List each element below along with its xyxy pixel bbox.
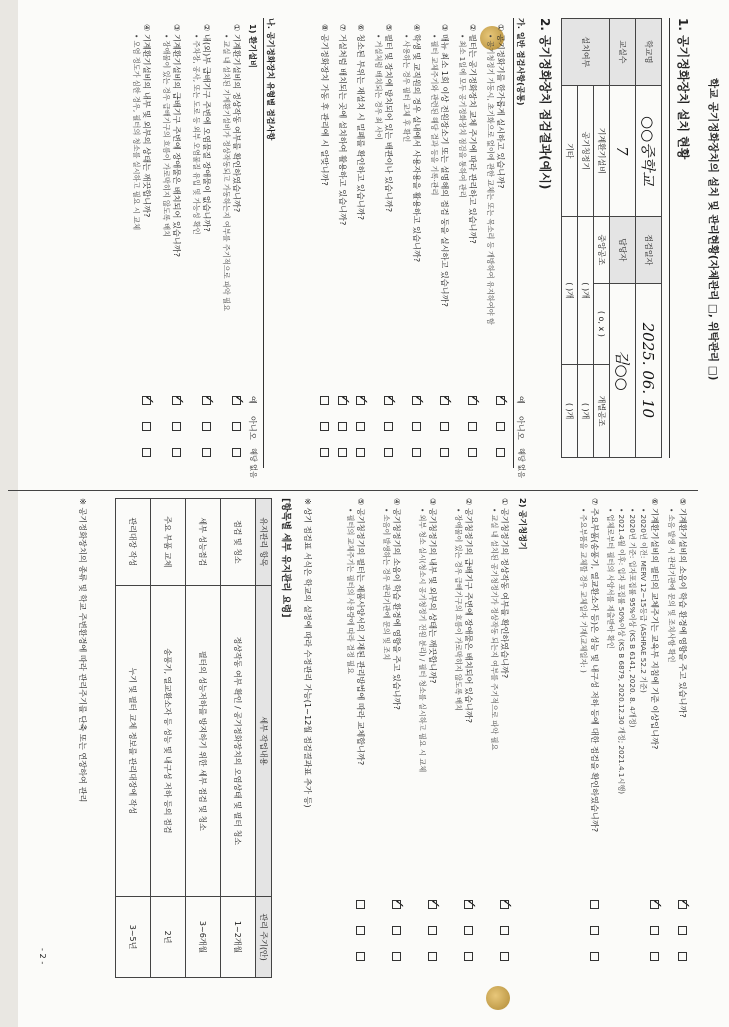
vent-note: • 교실 내 설치된 기계환기설비가 정상작동되고 가동하는지 여부를 주기적으로 파악 필요 xyxy=(222,34,231,312)
vent-item-cont: ⑤ 기계환기설비의 소음이 학습 환경에 영향을 주고 있습니까? xyxy=(678,498,688,718)
general-item-5-box-no[interactable] xyxy=(356,422,365,431)
purifier-item: ⑤ 공기청정기의 필터는 제품사양서의 기재된 관리방법에 따라 교체합니까? xyxy=(356,498,366,766)
general-item: ② 필터는 공기정화장치 교체 주기에 따라 관리하고 있습니까? xyxy=(468,24,478,244)
general-item: ⑥ 청소된 부위는 재설치 시 밀폐를 확인하고 있습니까? xyxy=(356,24,366,220)
general-item-1-box-yes[interactable] xyxy=(468,396,477,405)
right-item-2-box-yes[interactable] xyxy=(590,900,599,909)
general-item-1-box-no[interactable] xyxy=(468,422,477,431)
count-label: 개별공조 xyxy=(594,365,610,458)
vent-cont-note: • 2020년 이전: MERV 12~15등급 (ASHRAE 52.2 기준) xyxy=(639,508,648,693)
vent-cont-note: • 2020년 기준: 입자포집률 95%이상 (KS B 6141, 2020. 8. 4개정) xyxy=(628,508,637,728)
general-item-3-check-mark: ✓ xyxy=(411,394,426,405)
general-item-7-box-no[interactable] xyxy=(320,422,329,431)
general-item-0-box-no[interactable] xyxy=(496,422,505,431)
general-item-5-check-mark: ✓ xyxy=(355,394,370,405)
right-item-1-box-na[interactable] xyxy=(650,952,659,961)
maint-cell-r0-c1: 정상작동 여부 확인 / 공기정화장치의 오염상태 및 필터 청소 xyxy=(221,585,256,897)
purifier-item-1-box-na[interactable] xyxy=(464,952,473,961)
maint-cell-r3-c2: 3~5년 xyxy=(116,897,151,978)
general-item-1-box-na[interactable] xyxy=(468,448,477,457)
purifier-note: • 장애물이 있는 경우 급배기구의 흐름이 가로막히지 않도록 배치 xyxy=(454,508,463,712)
maint-cell-r2-c1: 송풍기, 열교환소자 등 성능 및 내구성 저하 등의 점검 xyxy=(151,585,186,897)
purifier-note: • 외부 청소 실시(청소시 공기청정기 전원 분리) / 필터 청소를 실시하고 필요 시 교체 xyxy=(418,508,427,773)
vent-note: • 오염 정도가 심한 경우, 필터의 청소를 실시하고 필요 시 교체 xyxy=(132,34,141,231)
vent-item-1-box-no[interactable] xyxy=(202,422,211,431)
general-item-6-box-no[interactable] xyxy=(338,422,347,431)
rotated-document xyxy=(2,0,728,1008)
general-item: ⑦ 거실처럼 배치되는 곳에 설치하여 활용하고 있습니까? xyxy=(338,24,348,226)
date-value: 2025. 06. 10 xyxy=(636,283,662,457)
general-note: • 거실처럼 배치되는 경우 최 사이 xyxy=(374,34,383,140)
vent-item-3-check-mark: ✓ xyxy=(141,394,156,405)
general-item-4-box-no[interactable] xyxy=(384,422,393,431)
maint-head-detail: 세부 작업내용 xyxy=(256,585,272,897)
purifier-item: ③ 공기청정기의 내부 및 외부의 상태는 깨끗합니까? xyxy=(428,498,438,684)
right-item-0-box-na[interactable] xyxy=(678,952,687,961)
type-b-units: ( )개 xyxy=(578,216,594,364)
right-item-0-box-no[interactable] xyxy=(678,926,687,935)
general-item-3-box-yes[interactable] xyxy=(412,396,421,405)
purifier-note: • 필터의 교체주기는 필터의 사용량에 따라 결정 필요 xyxy=(346,508,355,675)
document-title: 학교 공기정화장치의 설치 및 관리현황(자체관리 □, 위탁관리 □) xyxy=(707,78,719,381)
right-item-0-check-mark: ✓ xyxy=(677,898,692,909)
vent-cont-note: • 소음 발생 시 관리기관에 문의 및 조치사항 확인 xyxy=(667,508,676,663)
vent-cont-note: • 업체로부터 필터의 사양서를 제출받아 확인 xyxy=(606,508,615,649)
vent-item-2-check-mark: ✓ xyxy=(171,394,186,405)
type-c-units2: ( )개 xyxy=(562,365,578,458)
maintenance-title: [항목별 세부 유지관리 요령] xyxy=(280,498,291,618)
maint-cell-r0-c2: 1~2개월 xyxy=(221,897,256,978)
general-item: ① 공기정화기를 한가롭게 실시하고 있습니까? xyxy=(496,24,506,189)
vent-item-1-check-mark: ✓ xyxy=(201,394,216,405)
general-item-7-box-na[interactable] xyxy=(320,448,329,457)
vent-item: ④ 기계환기설비의 내부 및 외부의 상태는 깨끗합니까? xyxy=(142,24,152,218)
right-item-1-check-mark: ✓ xyxy=(649,898,664,909)
central-label: 중앙공조 xyxy=(594,216,610,283)
school-label: 학교명 xyxy=(636,19,662,86)
col-na: 해당 없음 xyxy=(517,448,526,479)
purifier-item-2-box-na[interactable] xyxy=(428,952,437,961)
vent-item-1-box-yes[interactable] xyxy=(202,396,211,405)
maint-cell-r1-c2: 3~6개월 xyxy=(186,897,221,978)
purifier-item-4-box-yes[interactable] xyxy=(356,900,365,909)
type-c: 기타 xyxy=(562,85,578,216)
general-item: ④ 학생 및 교직원의 경우 실내에서 사용자용을 활용하고 있습니까? xyxy=(412,24,422,263)
purifier-item-3-box-yes[interactable] xyxy=(392,900,401,909)
vent-item-0-box-no[interactable] xyxy=(232,422,241,431)
col-no-2: 아니오 xyxy=(248,416,258,440)
maint-head-cycle: 관리 주기(안) xyxy=(256,897,272,978)
general-item-6-check-mark: ✓ xyxy=(337,394,352,405)
general-item-2-box-yes[interactable] xyxy=(440,396,449,405)
purifier-item-3-box-na[interactable] xyxy=(392,952,401,961)
vent-item: ② 내(외)부 급배기구 주변에 오염물질 장애물이 없습니까? xyxy=(202,24,212,232)
general-item-4-box-na[interactable] xyxy=(384,448,393,457)
general-item-4-box-yes[interactable] xyxy=(384,396,393,405)
general-item-3-box-na[interactable] xyxy=(412,448,421,457)
general-item-3-box-no[interactable] xyxy=(412,422,421,431)
general-item-6-box-na[interactable] xyxy=(338,448,347,457)
general-check-heading: 가. 일반 점검사항(공통) xyxy=(516,18,526,106)
install-label: 설치여부 xyxy=(562,19,610,86)
section-1-title: 1. 공기정화장치 설치 현황 xyxy=(676,18,690,160)
install-status-table xyxy=(561,18,662,458)
type-b: 공기청정기 xyxy=(578,85,594,216)
general-item: ⑧ 공기정화장치 가동 후 관리에 시 알맞니까? xyxy=(320,24,330,186)
page-number: - 2 - xyxy=(38,948,48,965)
vent-item-0-box-na[interactable] xyxy=(232,448,241,457)
vent-item-cont: ⑥ 기계환기설비의 필터의 교체주기는 교육부 지침에 기준 이상입니까? xyxy=(650,498,660,750)
general-item-2-box-no[interactable] xyxy=(440,422,449,431)
purifier-item-1-box-yes[interactable] xyxy=(464,900,473,909)
general-note: • 사용하는 경우 필터 교체 후 확인 xyxy=(402,34,411,143)
section-2-title: 2. 공기정화장치 점검결과(예시) xyxy=(538,18,552,190)
general-item-2-box-na[interactable] xyxy=(440,448,449,457)
vent-item: ③ 기계환기설비의 급배기구 주변에 장애물은 배치되어 있습니까? xyxy=(172,24,182,257)
maint-cell-r1-c1: 필터의 성능저하를 방지하기 위한 세부 점검 및 청소 xyxy=(186,585,221,897)
general-item: ③ 매뉴 최소 1회 이상 전원장소기 또는 설명해의 점검 둥을 실시하고 있습니까? xyxy=(440,24,450,307)
purifier-item: ④ 공기청정기의 소음이 학습 환경에 영향을 주고 있습니까? xyxy=(392,498,402,710)
vent-item-1-box-na[interactable] xyxy=(202,448,211,457)
type-a: 기계환기설비 xyxy=(594,85,610,216)
general-item-5-box-yes[interactable] xyxy=(356,396,365,405)
maintenance-table xyxy=(115,498,272,978)
purifier-item-2-box-no[interactable] xyxy=(428,926,437,935)
col-na-2: 해당 없음 xyxy=(249,448,258,479)
maint-cell-r3-c0: 관리대장 작성 xyxy=(116,499,151,586)
purifier-item-0-box-yes[interactable] xyxy=(500,900,509,909)
general-note: • 공기청정기 가동시, 초기화으로 없이에 관한 교체는 또는 목소리 등 개방하여 유지하여야 함 xyxy=(486,34,495,325)
purifier-item-3-check-mark: ✓ xyxy=(391,898,406,909)
purifier-item-0-box-no[interactable] xyxy=(500,926,509,935)
general-note: • 필터 교체주기와 관련된 해당 결과 등을 기록·관리 xyxy=(430,34,439,196)
manager-value: 김○○ xyxy=(610,283,636,457)
right-item-0-box-yes[interactable] xyxy=(678,900,687,909)
purifier-subheading: 2) 공기청정기 xyxy=(518,498,528,550)
purifier-item-1-check-mark: ✓ xyxy=(463,898,478,909)
col-yes: 예 xyxy=(516,396,526,404)
right-item-2-box-na[interactable] xyxy=(590,952,599,961)
vent-item-3-box-no[interactable] xyxy=(142,422,151,431)
purifier-item-4-box-no[interactable] xyxy=(356,926,365,935)
vent-item: ① 기계환기설비의 정상작동 여부를 확인하였습니까? xyxy=(232,24,242,213)
purifier-item: ② 공기청정기의 급배기구 주변에 장애물은 배치되어 있습니까? xyxy=(464,498,474,724)
purifier-item: ① 공기청정기의 정상작동 여부를 확인하였습니까? xyxy=(500,498,510,679)
vent-item-3-box-yes[interactable] xyxy=(142,396,151,405)
general-item-5-box-na[interactable] xyxy=(356,448,365,457)
remark: ※ 상기 점검표 서식은 학교의 실정에 따라 수정관리 가능(1~12월 점검결과표 추가 등) xyxy=(303,498,313,808)
rooms-label: 교실수 xyxy=(610,19,636,86)
type-c-units: ( )개 xyxy=(562,216,578,364)
manager-label: 담당자 xyxy=(610,216,636,283)
general-item-0-box-yes[interactable] xyxy=(496,396,505,405)
general-item: ⑤ 필터 및 장치에 방치되어 있는 배관이나 있습니까? xyxy=(384,24,394,213)
maint-cell-r2-c0: 주요 부품 교체 xyxy=(151,499,186,586)
purifier-item-2-check-mark: ✓ xyxy=(427,898,442,909)
purifier-note: • 교실 내 설치된 공기청정기가 정상작동 되는지 여부를 주기적으로 파악 필요 xyxy=(490,508,499,751)
vent-note: • 주차장, 공사, 또는 도로 등 외부 오염물질 유입 및 가능성 확인 xyxy=(192,34,201,235)
vent-cont-note: • 2021.4월 이후: 입자 포집률 50%이상 (KS B 6879, 2020.12.30 개정; 2021.4.1시행) xyxy=(617,508,626,795)
date-label: 점검일자 xyxy=(636,216,662,283)
purifier-item-2-box-yes[interactable] xyxy=(428,900,437,909)
vent-item-0-check-mark: ✓ xyxy=(231,394,246,405)
maint-head-item: 유지관리 항목 xyxy=(256,499,272,586)
col-no: 아니오 xyxy=(516,416,526,440)
vent-item-cont: ⑦ 주요부품(송풍기, 열교환소자 등)은 성능 및 내구성 저하 등에 대한 점검을 확인하였습니까? xyxy=(590,498,600,833)
general-item-0-check-mark: ✓ xyxy=(495,394,510,405)
general-item-2-check-mark: ✓ xyxy=(439,394,454,405)
general-item-6-box-yes[interactable] xyxy=(338,396,347,405)
vent-note: • 장애물이 있는 경우 급배기구의 흐름이 가로막히지 않도록 배치 xyxy=(162,34,171,238)
general-note: • 최소 1일에 모두 공기정화장치 점검을 통하여 관리 xyxy=(458,34,467,198)
purifier-item-0-box-na[interactable] xyxy=(500,952,509,961)
maint-cell-r0-c0: 점검 및 청소 xyxy=(221,499,256,586)
right-item-1-box-yes[interactable] xyxy=(650,900,659,909)
general-item-4-check-mark: ✓ xyxy=(383,394,398,405)
maint-cell-r2-c2: 2년 xyxy=(151,897,186,978)
purifier-item-4-box-na[interactable] xyxy=(356,952,365,961)
vent-item-2-box-yes[interactable] xyxy=(172,396,181,405)
vent-subheading: 1) 환기설비 xyxy=(248,24,258,68)
vent-item-0-box-yes[interactable] xyxy=(232,396,241,405)
general-item-0-box-na[interactable] xyxy=(496,448,505,457)
purifier-note: • 소음이 발생하는 경우 관리기관에 문의 및 조치 xyxy=(382,508,391,661)
type-check-heading: 나. 공기정화장치 유형별 점검사항 xyxy=(266,18,276,141)
school-value: ○○중학교 xyxy=(636,85,662,216)
maint-cell-r1-c0: 세부 성능점검 xyxy=(186,499,221,586)
purifier-item-0-check-mark: ✓ xyxy=(499,898,514,909)
general-item-7-box-yes[interactable] xyxy=(320,396,329,405)
general-item-1-check-mark: ✓ xyxy=(467,394,482,405)
ox-value: ( o, x ) xyxy=(594,283,610,365)
vent-cont-note: • 주요부품을 교체할 경우 교체일자 기재(교체일자: ) xyxy=(579,508,588,673)
right-item-1-box-no[interactable] xyxy=(650,926,659,935)
maint-cell-r3-c1: 누기 및 필터 교체 정보를 관리대장에 작성 xyxy=(116,585,151,897)
rooms-value: 7 xyxy=(610,85,636,216)
purifier-item-3-box-no[interactable] xyxy=(392,926,401,935)
vent-item-2-box-no[interactable] xyxy=(172,422,181,431)
vent-item-3-box-na[interactable] xyxy=(142,448,151,457)
footnote: ※ 공기정화장치의 종류 및 학교 주변환경에 따라 관리주기를 단축 또는 연장하여 관리 xyxy=(78,498,88,803)
col-yes-2: 예 xyxy=(248,396,258,404)
vent-item-2-box-na[interactable] xyxy=(172,448,181,457)
purifier-item-1-box-no[interactable] xyxy=(464,926,473,935)
type-b-units2: ( )개 xyxy=(578,365,594,458)
right-item-2-box-no[interactable] xyxy=(590,926,599,935)
